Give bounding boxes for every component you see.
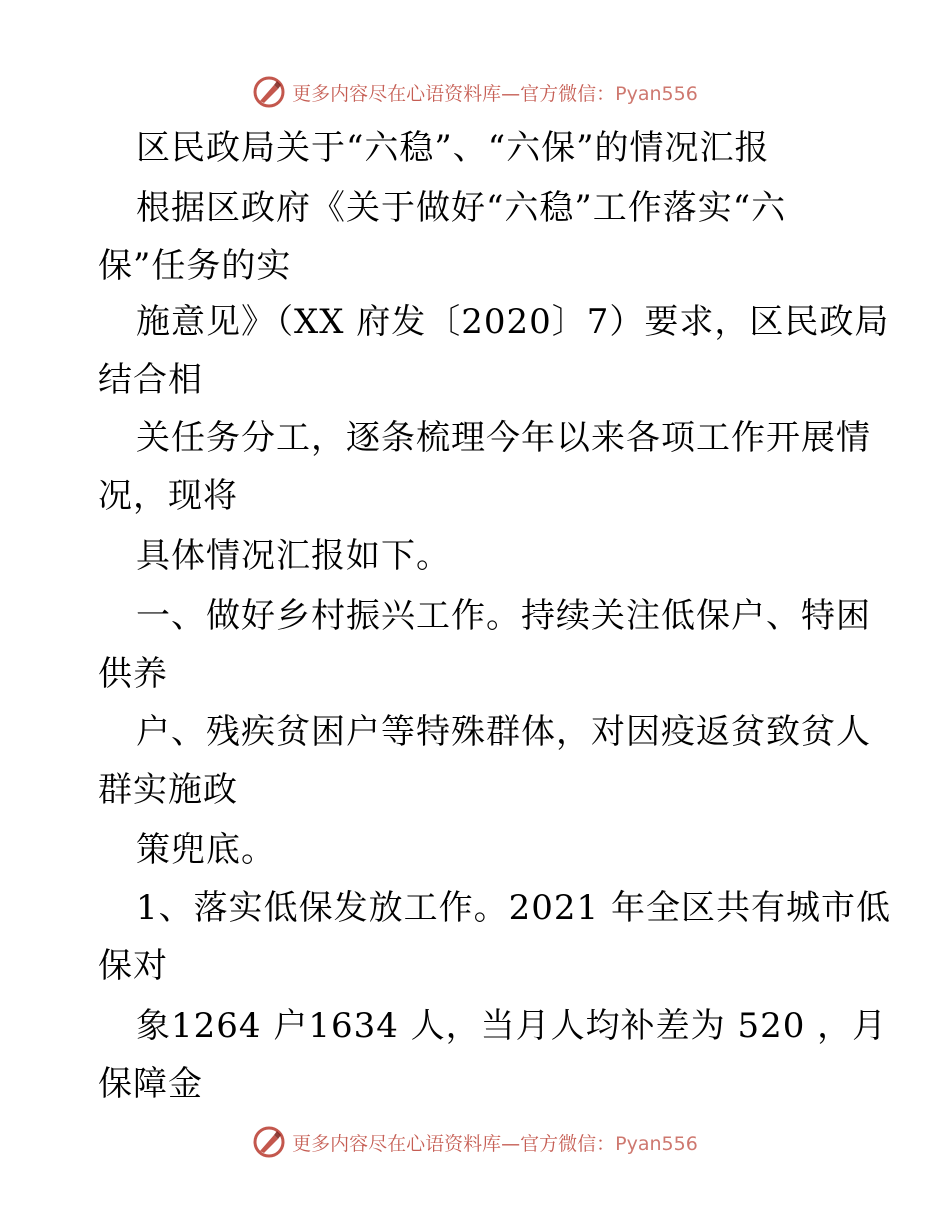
paragraph-line: 保障金 <box>98 1064 203 1104</box>
watermark-wechat-id: Pyan556 <box>615 1132 698 1155</box>
paragraph-line: 策兜底。 <box>136 830 276 870</box>
pen-logo-icon <box>252 1125 286 1159</box>
watermark-label: 更多内容尽在心语资料库—官方微信： <box>292 1132 616 1155</box>
paragraph-line: 关任务分工，逐条梳理今年以来各项工作开展情 <box>136 418 871 458</box>
paragraph-line: 施意见》（XX 府发〔2020〕7）要求，区民政局 <box>136 302 890 342</box>
numbered-item-line: 1、落实低保发放工作。2021 年全区共有城市低 <box>136 888 891 928</box>
paragraph-line: 具体情况汇报如下。 <box>136 536 451 576</box>
watermark-wechat-id: Pyan556 <box>615 82 698 105</box>
watermark-text <box>292 79 698 106</box>
section-heading-line: 一、做好乡村振兴工作。持续关注低保户、特困 <box>136 596 871 636</box>
watermark-label: 更多内容尽在心语资料库—官方微信： <box>292 82 616 105</box>
pen-logo-icon <box>252 75 286 109</box>
paragraph-line: 群实施政 <box>98 770 238 810</box>
watermark-header <box>0 72 950 112</box>
paragraph-line: 结合相 <box>98 360 203 400</box>
paragraph-line: 象1264 户1634 人，当月人均补差为 520 ，月 <box>136 1006 888 1046</box>
document-title: 区民政局关于“六稳”、“六保”的情况汇报 <box>136 128 770 168</box>
paragraph-line: 保”任务的实 <box>98 246 292 286</box>
watermark-text <box>292 1129 698 1156</box>
paragraph-line: 况，现将 <box>98 476 238 516</box>
paragraph-line: 根据区政府《关于做好“六稳”工作落实“六 <box>136 188 787 228</box>
paragraph-line: 供养 <box>98 654 168 694</box>
paragraph-line: 户、残疾贫困户等特殊群体，对因疫返贫致贫人 <box>136 712 871 752</box>
watermark-footer <box>0 1122 950 1162</box>
paragraph-line: 保对 <box>98 946 168 986</box>
